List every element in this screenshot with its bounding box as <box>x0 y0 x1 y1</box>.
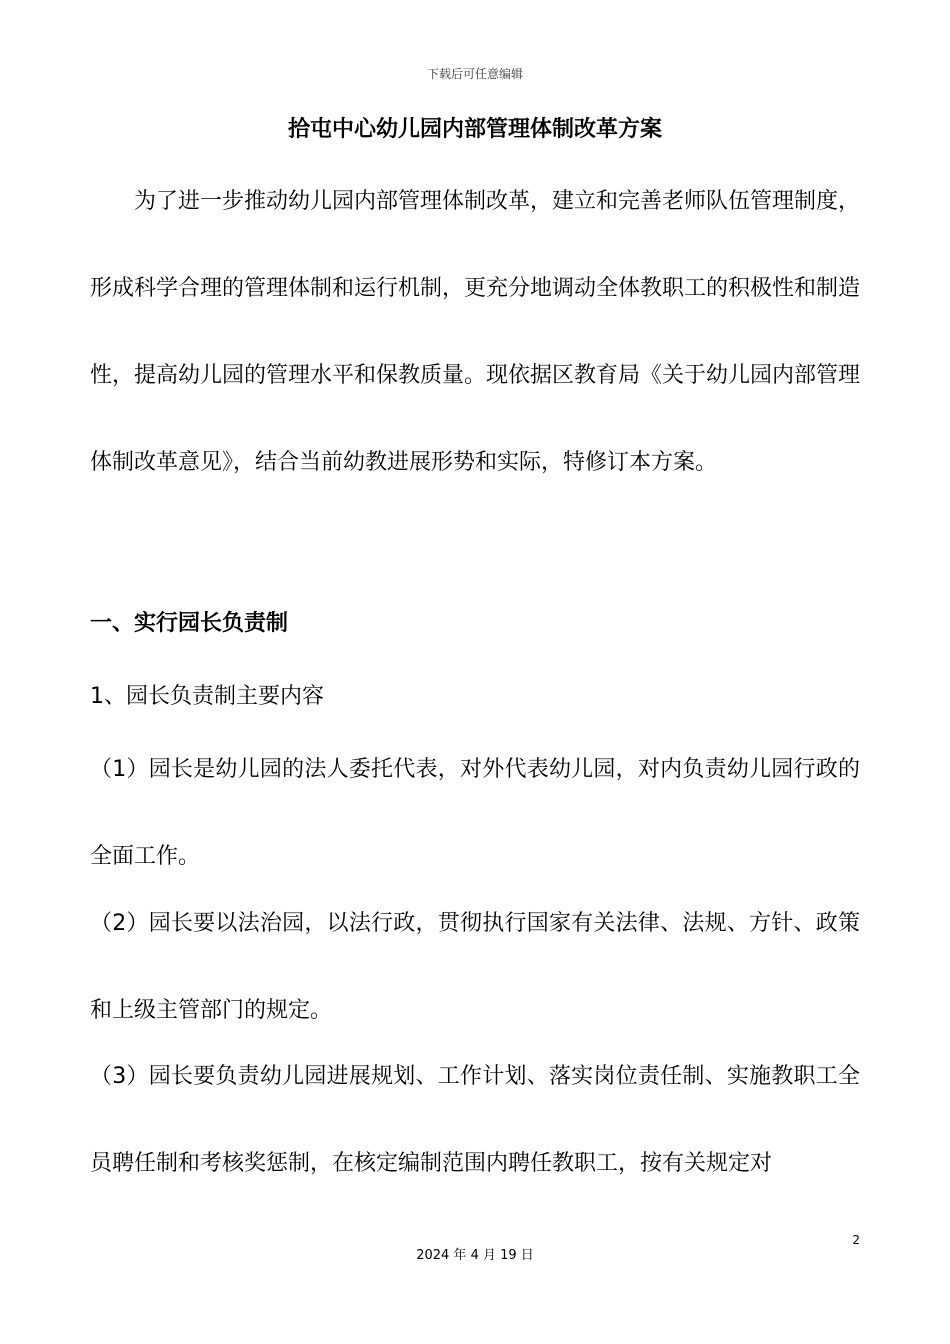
document-title: 拾屯中心幼儿园内部管理体制改革方案 <box>287 117 662 142</box>
paragraph-item-2: （2）园长要以法治园，以法行政，贯彻执行国家有关法律、法规、方针、政策和上级主管部门的规定。 <box>90 911 860 1023</box>
section-subheading: 1、园长负责制主要内容 <box>90 684 324 709</box>
paragraph-item-3: （3）园长要负责幼儿园进展规划、工作计划、落实岗位责任制、实施教职工全员聘任制和考核奖惩制，在核定编制范围内聘任教职工，按有关规定对 <box>90 1064 860 1176</box>
page-number: 2 <box>852 1233 860 1247</box>
header-note: 下载后可任意编辑 <box>426 67 523 81</box>
intro-paragraph: 为了进一步推动幼儿园内部管理体制改革，建立和完善老师队伍管理制度，形成科学合理的管理体制和运行机制，更充分地调动全体教职工的积极性和制造性，提高幼儿园的管理水平和保教质量。现依据区教育局《关于幼儿园内部管理体制改革意见》，结合当前幼教进展形势和实际，特修订本方案。 <box>90 189 861 475</box>
footer-date: 2024 年 4 月 19 日 <box>416 1248 534 1263</box>
section-heading: 一、实行园长负责制 <box>90 611 289 636</box>
paragraph-item-1: （1）园长是幼儿园的法人委托代表，对外代表幼儿园，对内负责幼儿园行政的全面工作。 <box>90 757 860 869</box>
